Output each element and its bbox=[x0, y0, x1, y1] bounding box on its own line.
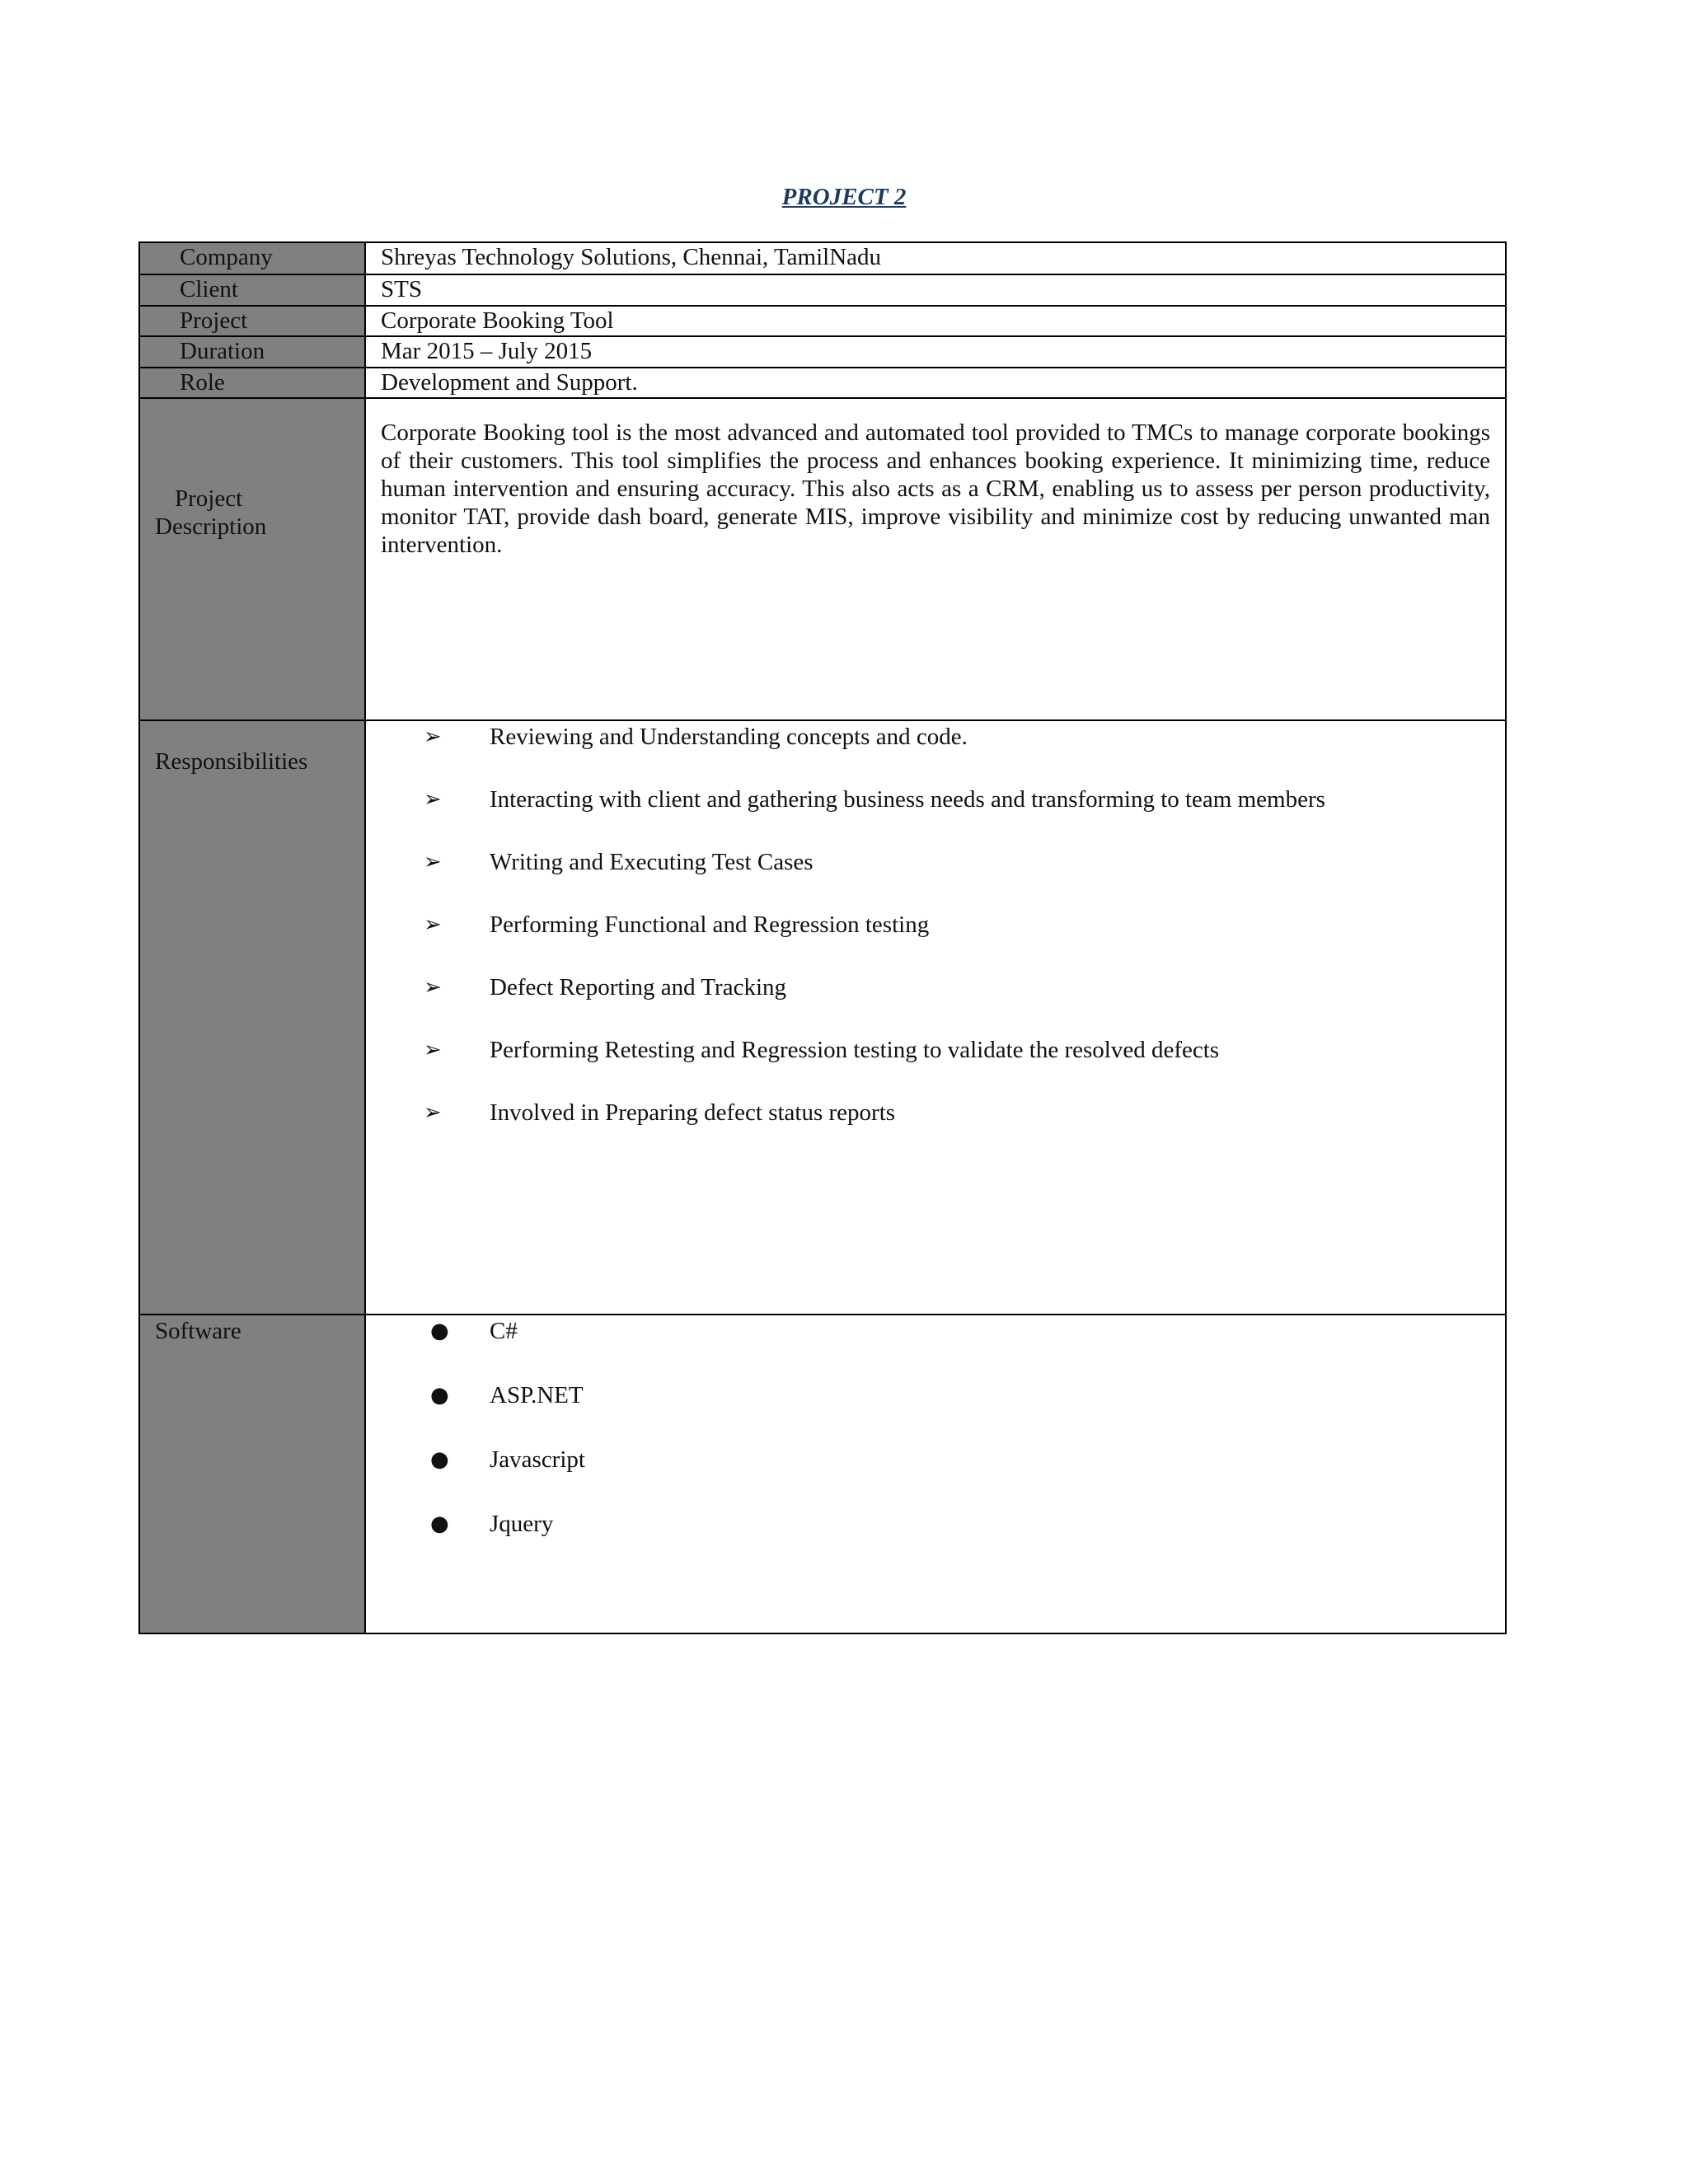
software-list bbox=[366, 1317, 1505, 1574]
list-item: ● C# bbox=[430, 1318, 518, 1344]
arrow-bullet-icon: ➢ bbox=[424, 724, 442, 749]
list-item: ➢ Involved in Preparing defect status reports bbox=[424, 1099, 896, 1126]
list-item: ● Jquery bbox=[430, 1511, 554, 1537]
list-item: ➢ Interacting with client and gathering business needs and transforming to team members bbox=[424, 786, 1325, 813]
arrow-bullet-icon: ➢ bbox=[424, 850, 442, 874]
software-label bbox=[140, 1315, 364, 1633]
duration-label: Duration bbox=[140, 337, 364, 368]
client-label: Client bbox=[140, 275, 364, 306]
list-item: ● Javascript bbox=[430, 1446, 585, 1473]
page-title: PROJECT 2 bbox=[781, 184, 907, 210]
dot-bullet-icon: ● bbox=[430, 1383, 449, 1408]
list-item: ➢ Performing Functional and Regression testing bbox=[424, 912, 930, 938]
software-label-text: Software bbox=[155, 1318, 241, 1344]
project-table bbox=[138, 241, 1507, 1634]
company-value: Shreyas Technology Solutions, Chennai, TamilNadu bbox=[364, 243, 1505, 274]
arrow-bullet-icon: ➢ bbox=[424, 912, 442, 937]
dot-bullet-icon: ● bbox=[430, 1319, 449, 1343]
project-value: Corporate Booking Tool bbox=[364, 307, 1505, 336]
list-item: ➢ Reviewing and Understanding concepts and code. bbox=[424, 724, 968, 750]
duration-value: Mar 2015 – July 2015 bbox=[364, 337, 1505, 368]
role-value: Development and Support. bbox=[364, 368, 1505, 398]
company-label: Company bbox=[140, 243, 364, 274]
list-item: ➢ Performing Retesting and Regression testing to validate the resolved defects bbox=[424, 1037, 1220, 1063]
software-cell bbox=[364, 1315, 1505, 1633]
description-label-line2: Description bbox=[155, 513, 267, 540]
dot-bullet-icon: ● bbox=[430, 1511, 449, 1536]
responsibilities-label bbox=[140, 721, 364, 1315]
description-label bbox=[140, 399, 364, 720]
dot-bullet-icon: ● bbox=[430, 1447, 449, 1472]
list-item: ➢ Defect Reporting and Tracking bbox=[424, 974, 787, 1001]
client-value: STS bbox=[364, 275, 1505, 306]
responsibilities-list bbox=[366, 723, 1505, 1161]
description-label-line1: Project bbox=[175, 485, 243, 512]
list-item: ➢ Writing and Executing Test Cases bbox=[424, 849, 814, 875]
description-text: Corporate Booking tool is the most advanced and automated tool provided to TMCs to manage corporate bookings of their customers. This tool simplifies the process and enhances booking experience. It minimizing time, reduce human intervention and ensuring accuracy. This also acts as a CRM, enabling us to assess per person productivity, monitor TAT, provide dash board, generate MIS, improve visibility and minimize cost by reducing unwanted man intervention. bbox=[381, 419, 1490, 558]
responsibilities-label-text: Responsibilities bbox=[155, 748, 308, 775]
arrow-bullet-icon: ➢ bbox=[424, 975, 442, 1000]
list-item: ● ASP.NET bbox=[430, 1382, 584, 1408]
description-cell bbox=[364, 399, 1505, 720]
project-label: Project bbox=[140, 307, 364, 336]
responsibilities-cell bbox=[364, 721, 1505, 1315]
arrow-bullet-icon: ➢ bbox=[424, 787, 442, 812]
role-label: Role bbox=[140, 368, 364, 398]
arrow-bullet-icon: ➢ bbox=[424, 1100, 442, 1125]
arrow-bullet-icon: ➢ bbox=[424, 1038, 442, 1062]
